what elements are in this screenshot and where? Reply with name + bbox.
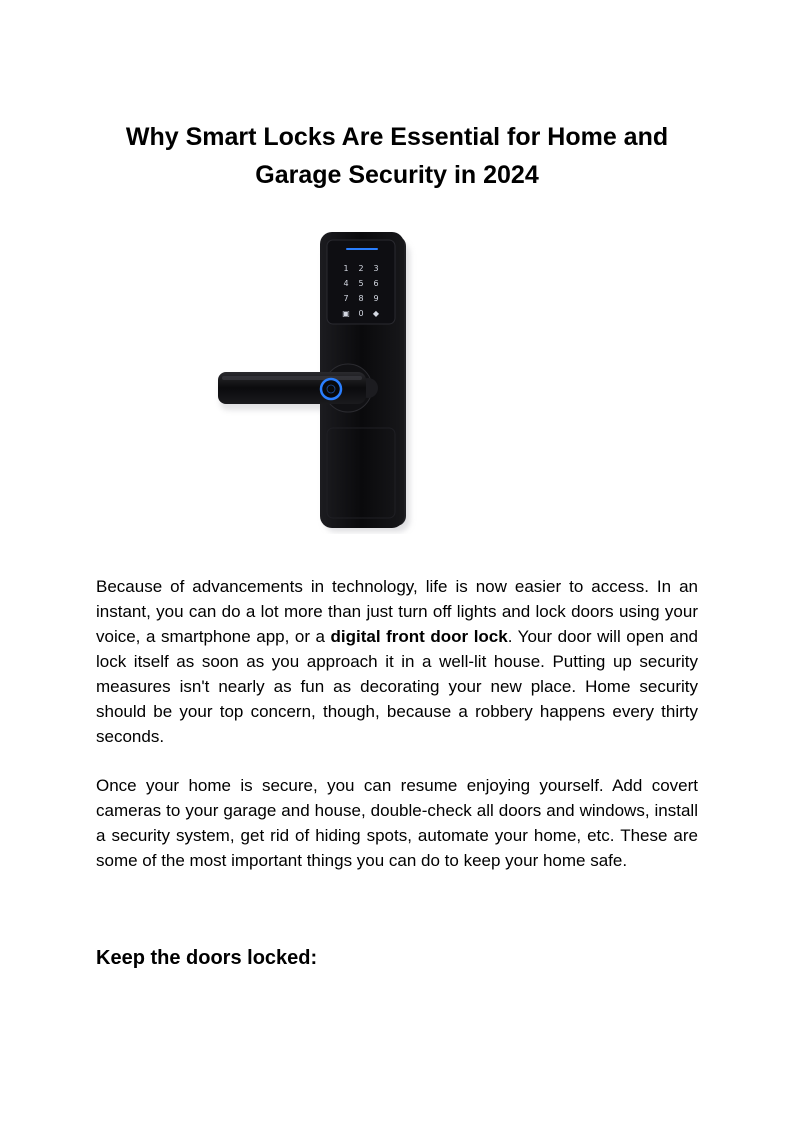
keypad-digit-8: 8 [358,294,364,303]
digital-front-door-lock-term: digital front door lock [330,627,508,646]
intro-paragraph [96,574,698,749]
intro-text-start: Because of advancements in technology, life is now easier to access. In an instant, you can do a lot more than just turn off lights and lock doors using your voice, a smartphone app, or a [96,577,698,646]
keypad-digit-3: 3 [373,264,379,273]
keypad-digit-7: 7 [343,294,349,303]
keypad-digit-2: 2 [358,264,364,273]
section-heading: Keep the doors locked: [96,947,318,969]
keypad-digit-5: 5 [358,279,364,288]
fingerprint-reader-icon [321,379,341,399]
smart-lock-image [196,228,426,534]
keypad-bell-icon: ◆ [372,309,380,318]
keypad-digit-1: 1 [343,264,349,273]
keypad-digit-6: 6 [373,279,379,288]
document-title: Why Smart Locks Are Essential for Home and Garage Security in 2024 [125,123,669,189]
security-tips-paragraph: Once your home is secure, you can resume enjoying yourself. Add covert cameras to your garage and house, double-check all doors and windows, install a security system, get rid of hiding spots, automate your home, etc. These are some of the most important things you can do to keep your home safe. [96,776,698,870]
keypad-digit-4: 4 [343,279,349,288]
intro-text-end: . Your door will open and lock itself as soon as you approach it in a well-lit house. Putting up security measures isn't nearly as fun as decorating your new place. Home security should be your top concern, though, because a robbery happens every thirty seconds. [96,627,698,746]
status-light [346,248,378,250]
keypad-digit-9: 9 [373,294,379,303]
keypad-lock-icon: ▣ [342,309,350,318]
keypad-digit-0: 0 [358,309,364,318]
